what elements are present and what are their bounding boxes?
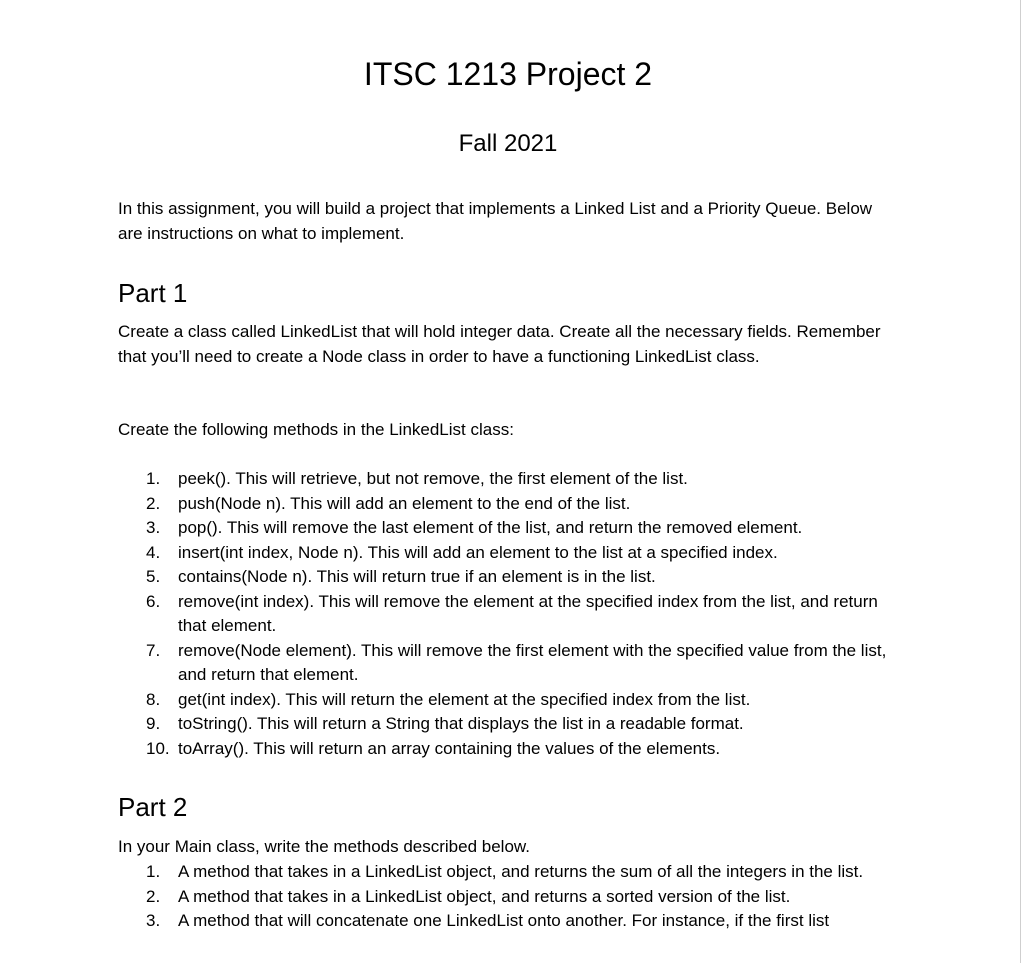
document-subtitle: Fall 2021 xyxy=(458,130,558,157)
list-item-text: toString(). This will return a String that displays the list in a readable format. xyxy=(178,714,744,733)
list-item xyxy=(118,737,898,762)
list-item xyxy=(118,712,898,737)
list-item xyxy=(118,860,898,885)
list-item-number: 6. xyxy=(146,591,161,611)
list-item-text: peek(). This will retrieve, but not remove, the first element of the list. xyxy=(178,469,688,488)
list-item-number: 1. xyxy=(146,862,161,881)
list-item-text: A method that takes in a LinkedList object, and returns the sum of all the integers in the list. xyxy=(178,862,864,881)
document-title: ITSC 1213 Project 2 xyxy=(363,56,653,92)
list-item xyxy=(118,492,898,517)
list-item-text: contains(Node n). This will return true if an element is in the list. xyxy=(178,567,656,586)
list-item-number: 7. xyxy=(146,640,161,660)
list-item-text: insert(int index, Node n). This will add an element to the list at a specified index. xyxy=(178,542,778,562)
part1-methods-intro: Create the following methods in the LinkedList class: xyxy=(118,420,514,439)
part2-heading: Part 2 xyxy=(118,792,188,822)
part2-method-list xyxy=(118,860,898,934)
part1-paragraph: Create a class called LinkedList that will hold integer data. Create all the necessary fields. Remember that you’ll need to create a Node class in order to have a functioning LinkedList class. xyxy=(118,322,881,366)
list-item-text: get(int index). This will return the element at the specified index from the list. xyxy=(178,689,751,709)
list-item-number: 3. xyxy=(146,911,161,930)
list-item xyxy=(118,639,898,688)
list-item xyxy=(118,885,898,910)
list-item-text: A method that takes in a LinkedList object, and returns a sorted version of the list. xyxy=(178,886,791,906)
list-item-number: 2. xyxy=(146,493,161,513)
list-item xyxy=(118,516,898,541)
list-item-number: 5. xyxy=(146,567,161,586)
page-edge-divider xyxy=(1020,0,1021,963)
list-item-number: 1. xyxy=(146,469,161,488)
list-item-number: 9. xyxy=(146,714,161,733)
list-item-number: 4. xyxy=(146,542,161,562)
list-item-text: push(Node n). This will add an element to the end of the list. xyxy=(178,493,631,513)
list-item-number: 2. xyxy=(146,886,161,906)
list-item xyxy=(118,909,898,934)
intro-paragraph: In this assignment, you will build a project that implements a Linked List and a Priority Queue. Below are instructions on what to implement. xyxy=(118,199,873,243)
list-item xyxy=(118,688,898,713)
list-item xyxy=(118,467,898,492)
list-item-number: 10. xyxy=(146,738,170,758)
part1-method-list xyxy=(118,467,898,761)
list-item xyxy=(118,565,898,590)
list-item xyxy=(118,541,898,566)
list-item-text: toArray(). This will return an array containing the values of the elements. xyxy=(178,738,721,758)
list-item xyxy=(118,590,898,639)
list-item-number: 8. xyxy=(146,689,161,709)
list-item-text: A method that will concatenate one LinkedList onto another. For instance, if the first list xyxy=(178,911,830,930)
part1-heading: Part 1 xyxy=(118,278,188,308)
list-item-number: 3. xyxy=(146,518,161,537)
list-item-text: pop(). This will remove the last element of the list, and return the removed element. xyxy=(178,518,803,537)
part2-paragraph: In your Main class, write the methods described below. xyxy=(118,837,530,856)
list-item-text: remove(int index). This will remove the element at the specified index from the list, and return that element. xyxy=(178,591,878,635)
list-item-text: remove(Node element). This will remove the first element with the specified value from the list, and return that element. xyxy=(178,640,887,684)
